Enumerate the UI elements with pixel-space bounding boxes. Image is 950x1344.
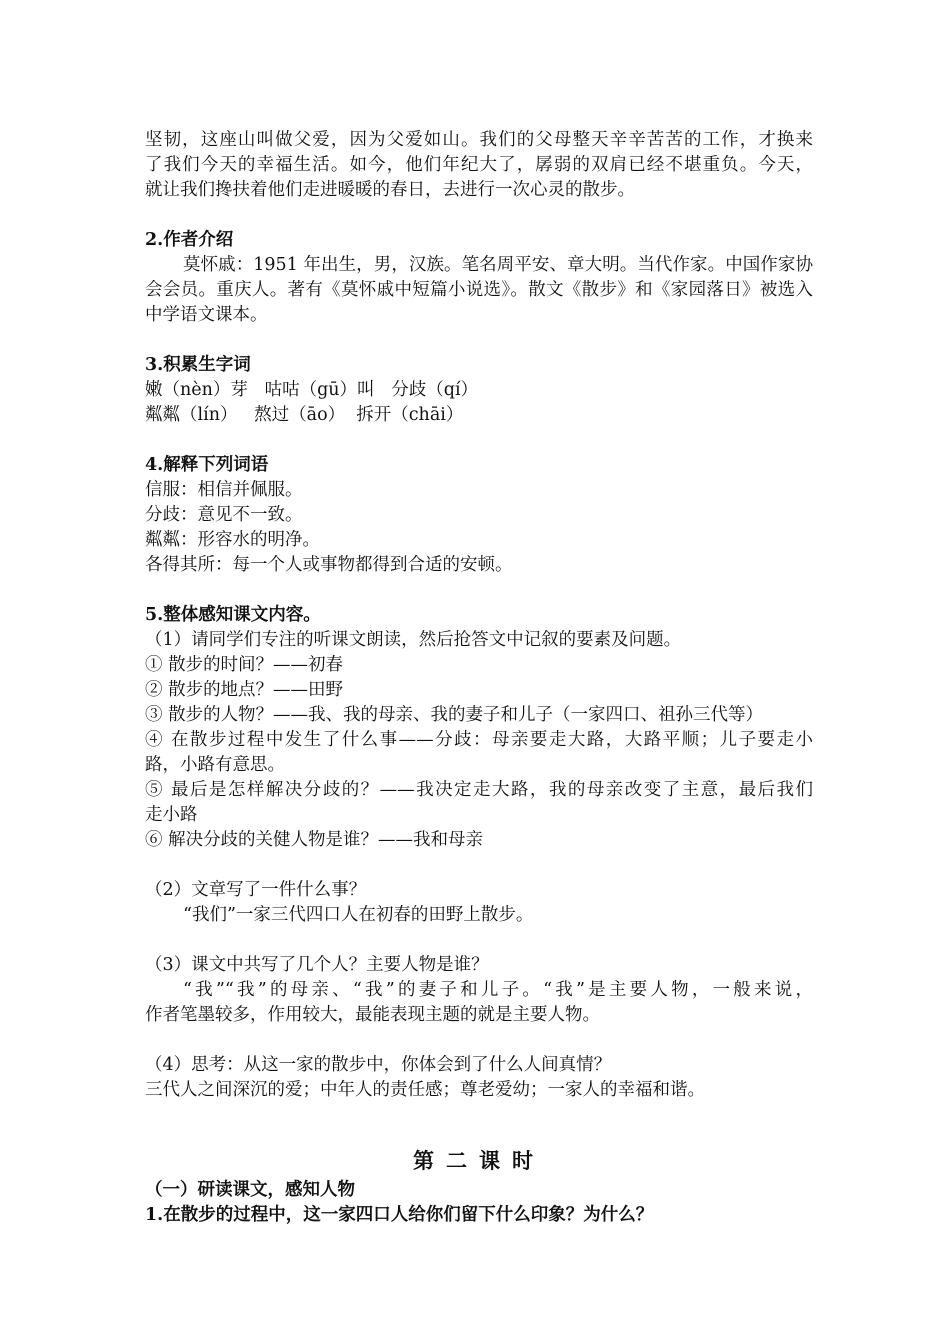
word-definition: 分歧：意见不一致。	[145, 505, 303, 525]
overview-question: （2）文章写了一件什么事？	[145, 880, 367, 900]
overview-heading: 5.整体感知课文内容。	[145, 605, 321, 625]
overview-question: （1）请同学们专注的听课文朗读，然后抢答文中记叙的要素及问题。	[145, 630, 682, 650]
author-heading: 2.作者介绍	[145, 230, 234, 250]
question-answer: 作者笔墨较多，作用较大，最能表现主题的就是主要人物。	[145, 1005, 600, 1025]
word-definition: 各得其所：每一个人或事物都得到合适的安顿。	[145, 555, 513, 575]
words-heading: 4.解释下列词语	[145, 455, 269, 475]
author-text-line: 莫怀戚：1951 年出生，男，汉族。笔名周平安、章大明。当代作家。中国作家协	[183, 255, 813, 275]
answer-item: 路，小路有意思。	[145, 755, 285, 775]
author-text-line: 中学语文课本。	[145, 305, 268, 325]
intro-line: 就让我们搀扶着他们走进暖暖的春日，去进行一次心灵的散步。	[145, 180, 635, 200]
intro-line: 了我们今天的幸福生活。如今，他们年纪大了，孱弱的双肩已经不堪重负。今天，	[145, 155, 813, 175]
section-heading: （一）研读课文，感知人物	[145, 1180, 355, 1200]
question-answer: 三代人之间深沉的爱；中年人的责任感；尊老爱幼；一家人的幸福和谐。	[145, 1080, 705, 1100]
document-page	[145, 128, 813, 1228]
question-answer: “我”“我”的母亲、“我”的妻子和儿子。“我”是主要人物，一般来说，	[183, 980, 813, 1000]
answer-item: ⑥ 解决分歧的关健人物是谁？——我和母亲	[145, 830, 484, 850]
word-definition: 信服：相信并佩服。	[145, 480, 303, 500]
lesson-title: 第二课时	[413, 1148, 545, 1173]
overview-question: （3）课文中共写了几个人？主要人物是谁？	[145, 955, 489, 975]
answer-item: ① 散步的时间？——初春	[145, 655, 344, 675]
vocab-line: 嫩（nèn）芽 咕咕（gū）叫 分歧（qí）	[145, 380, 479, 400]
question-answer: “我们”一家三代四口人在初春的田野上散步。	[183, 905, 534, 925]
word-definition: 粼粼：形容水的明净。	[145, 530, 320, 550]
intro-line: 坚韧，这座山叫做父爱，因为父爱如山。我们的父母整天辛辛苦苦的工作，才换来	[145, 130, 813, 150]
answer-item: 走小路	[145, 805, 198, 825]
answer-item: ② 散步的地点？——田野	[145, 680, 344, 700]
vocab-heading: 3.积累生字词	[145, 355, 251, 375]
lesson-question: 1.在散步的过程中，这一家四口人给你们留下什么印象？为什么？	[145, 1205, 654, 1225]
answer-item: ③ 散步的人物？——我、我的母亲、我的妻子和儿子（一家四口、祖孙三代等）	[145, 705, 764, 725]
overview-question: （4）思考：从这一家的散步中，你体会到了什么人间真情？	[145, 1055, 612, 1075]
vocab-line: 粼粼（lín） 熬过（āo） 拆开（chāi）	[145, 405, 464, 425]
answer-item: ⑤ 最后是怎样解决分歧的？——我决定走大路，我的母亲改变了主意，最后我们	[145, 780, 813, 800]
answer-item: ④ 在散步过程中发生了什么事——分歧：母亲要走大路，大路平顺；儿子要走小	[145, 730, 813, 750]
author-text-line: 会会员。重庆人。著有《莫怀戚中短篇小说选》。散文《散步》和《家园落日》被选入	[145, 280, 813, 300]
